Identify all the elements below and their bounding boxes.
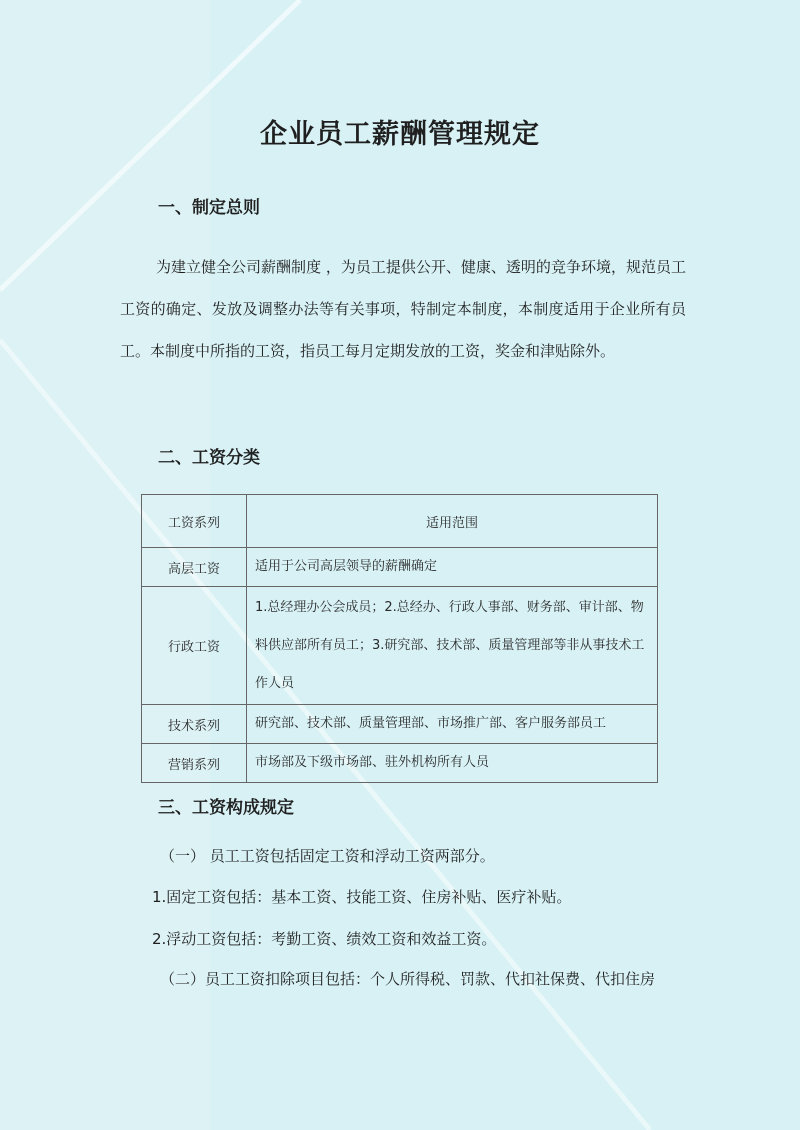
table-cell-category: 技术系列 [142,705,247,744]
section-heading-general: 一、制定总则 [158,198,260,218]
table-row [142,587,658,705]
composition-line: （一） 员工工资包括固定工资和浮动工资两部分。 [160,847,495,865]
general-paragraph: 为建立健全公司薪酬制度 ，为员工提供公开、健康、透明的竞争环境，规范员工工资的确定、发放及调整办法等有关事项，特制定本制度，本制度适用于企业所有员工。本制度中所指的工资，指员工每月定期发放的工资，奖金和津贴除外。 [120,258,686,360]
table-cell-category: 营销系列 [142,744,247,783]
composition-line: （二）员工工资扣除项目包括：个人所得税、罚款、代扣社保费、代扣住房 [160,970,656,988]
table-cell-category: 行政工资 [142,587,247,705]
table-header-scope: 适用范围 [247,495,658,548]
table-cell-category: 高层工资 [142,548,247,587]
salary-type-table [141,494,658,783]
table-header-series: 工资系列 [142,495,247,548]
document-title: 企业员工薪酬管理规定 [260,119,540,150]
table-cell-scope: 适用于公司高层领导的薪酬确定 [247,548,658,587]
table-cell-scope: 研究部、技术部、质量管理部、市场推广部、客户服务部员工 [247,705,658,744]
section-heading-salary-composition: 三、工资构成规定 [158,798,294,818]
table-header-row [142,495,658,548]
table-cell-scope: 市场部及下级市场部、驻外机构所有人员 [247,744,658,783]
composition-line: 2.浮动工资包括：考勤工资、绩效工资和效益工资。 [152,930,497,948]
table-row [142,744,658,783]
composition-line: 1.固定工资包括：基本工资、技能工资、住房补贴、医疗补贴。 [152,888,572,906]
section-heading-salary-types: 二、工资分类 [158,448,260,468]
table-cell-scope: 1.总经理办公会成员；2.总经办、行政人事部、财务部、审计部、物料供应部所有员工；3.研究部、技术部、质量管理部等非从事技术工作人员 [247,587,658,705]
table-row [142,705,658,744]
table-row [142,548,658,587]
